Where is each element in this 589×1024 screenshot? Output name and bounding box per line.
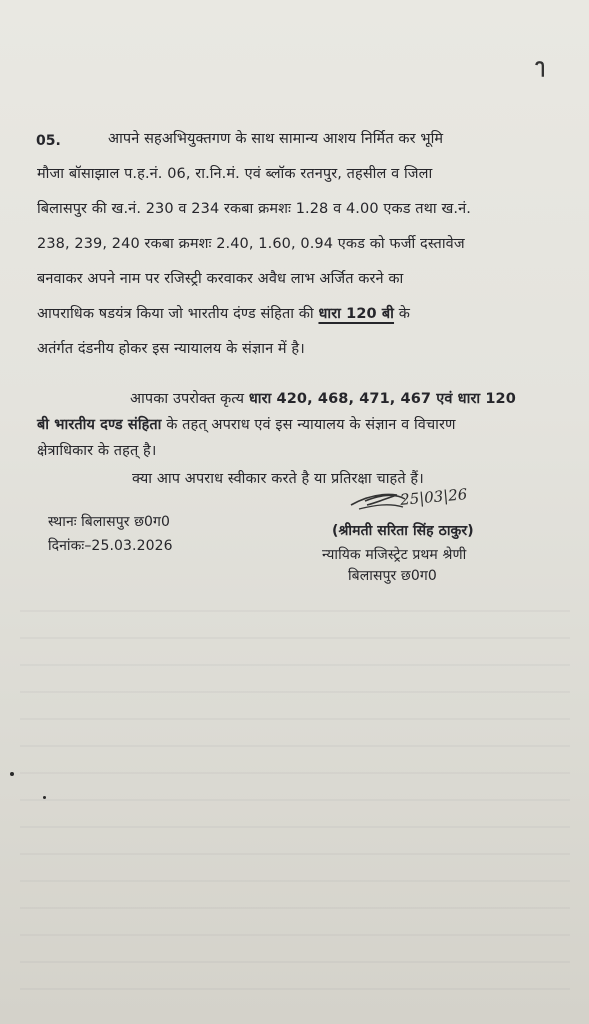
para05-line-7: अतंर्गत दंडनीय होकर इस न्यायालय के संज्ञान में है। — [37, 341, 305, 357]
ink-speck — [10, 772, 14, 776]
para2-line-1 — [130, 388, 516, 408]
ipc-bold: बी भारतीय दण्ड संहिता — [37, 417, 162, 433]
para05-line-2: मौजा बॉसाझाल प.ह.नं. 06, रा.नि.मं. एवं ब्लॉक रतनपुर, तहसील व जिला — [37, 166, 433, 182]
para2-line-1-text: आपका उपरोक्त कृत्य — [130, 391, 249, 407]
para05-line-6 — [37, 303, 410, 323]
date-line: दिनांकः–25.03.2026 — [48, 538, 173, 554]
corner-mark: ๅ — [535, 54, 545, 78]
paragraph-number: 05. — [36, 133, 61, 149]
handwritten-date: 25|03|26 — [399, 485, 469, 509]
magistrate-designation: न्यायिक मजिस्ट्रेट प्रथम श्रेणी — [322, 547, 467, 563]
ink-speck — [43, 796, 46, 799]
signature — [345, 483, 475, 521]
sections-bold: धारा 420, 468, 471, 467 एवं धारा 120 — [248, 391, 516, 407]
bleed-through-text — [20, 610, 570, 990]
para2-line-2-text: के तहत् अपराध एवं इस न्यायालय के संज्ञान व विचारण — [161, 417, 456, 433]
para05-line-6-end: के — [394, 306, 410, 322]
para05-line-6-text: आपराधिक षडयंत्र किया जो भारतीय दंण्ड संहिता की — [37, 306, 319, 322]
para05-line-3: बिलासपुर की ख.नं. 230 व 234 रकबा क्रमशः 1.28 व 4.00 एकड तथा ख.नं. — [37, 201, 471, 217]
section-120b-underlined: धारा 120 बी — [318, 306, 395, 322]
para05-line-5: बनवाकर अपने नाम पर रजिस्ट्री करवाकर अवैध लाभ अर्जित करने का — [37, 271, 404, 287]
para2-line-3: क्षेत्राधिकार के तहत् है। — [37, 443, 157, 459]
place-line: स्थानः बिलासपुर छ0ग0 — [48, 514, 171, 530]
para2-line-2 — [37, 414, 456, 434]
para05-line-1: आपने सहअभियुक्तगण के साथ सामान्य आशय निर्मित कर भूमि — [108, 131, 444, 147]
para05-line-4: 238, 239, 240 रकबा क्रमशः 2.40, 1.60, 0.94 एकड को फर्जी दस्तावेज — [37, 236, 465, 252]
court-location: बिलासपुर छ0ग0 — [348, 568, 437, 584]
magistrate-name: (श्रीमती सरिता सिंह ठाकुर) — [332, 523, 474, 539]
plea-question: क्या आप अपराध स्वीकार करते है या प्रतिरक्षा चाहते हैं। — [132, 471, 424, 487]
